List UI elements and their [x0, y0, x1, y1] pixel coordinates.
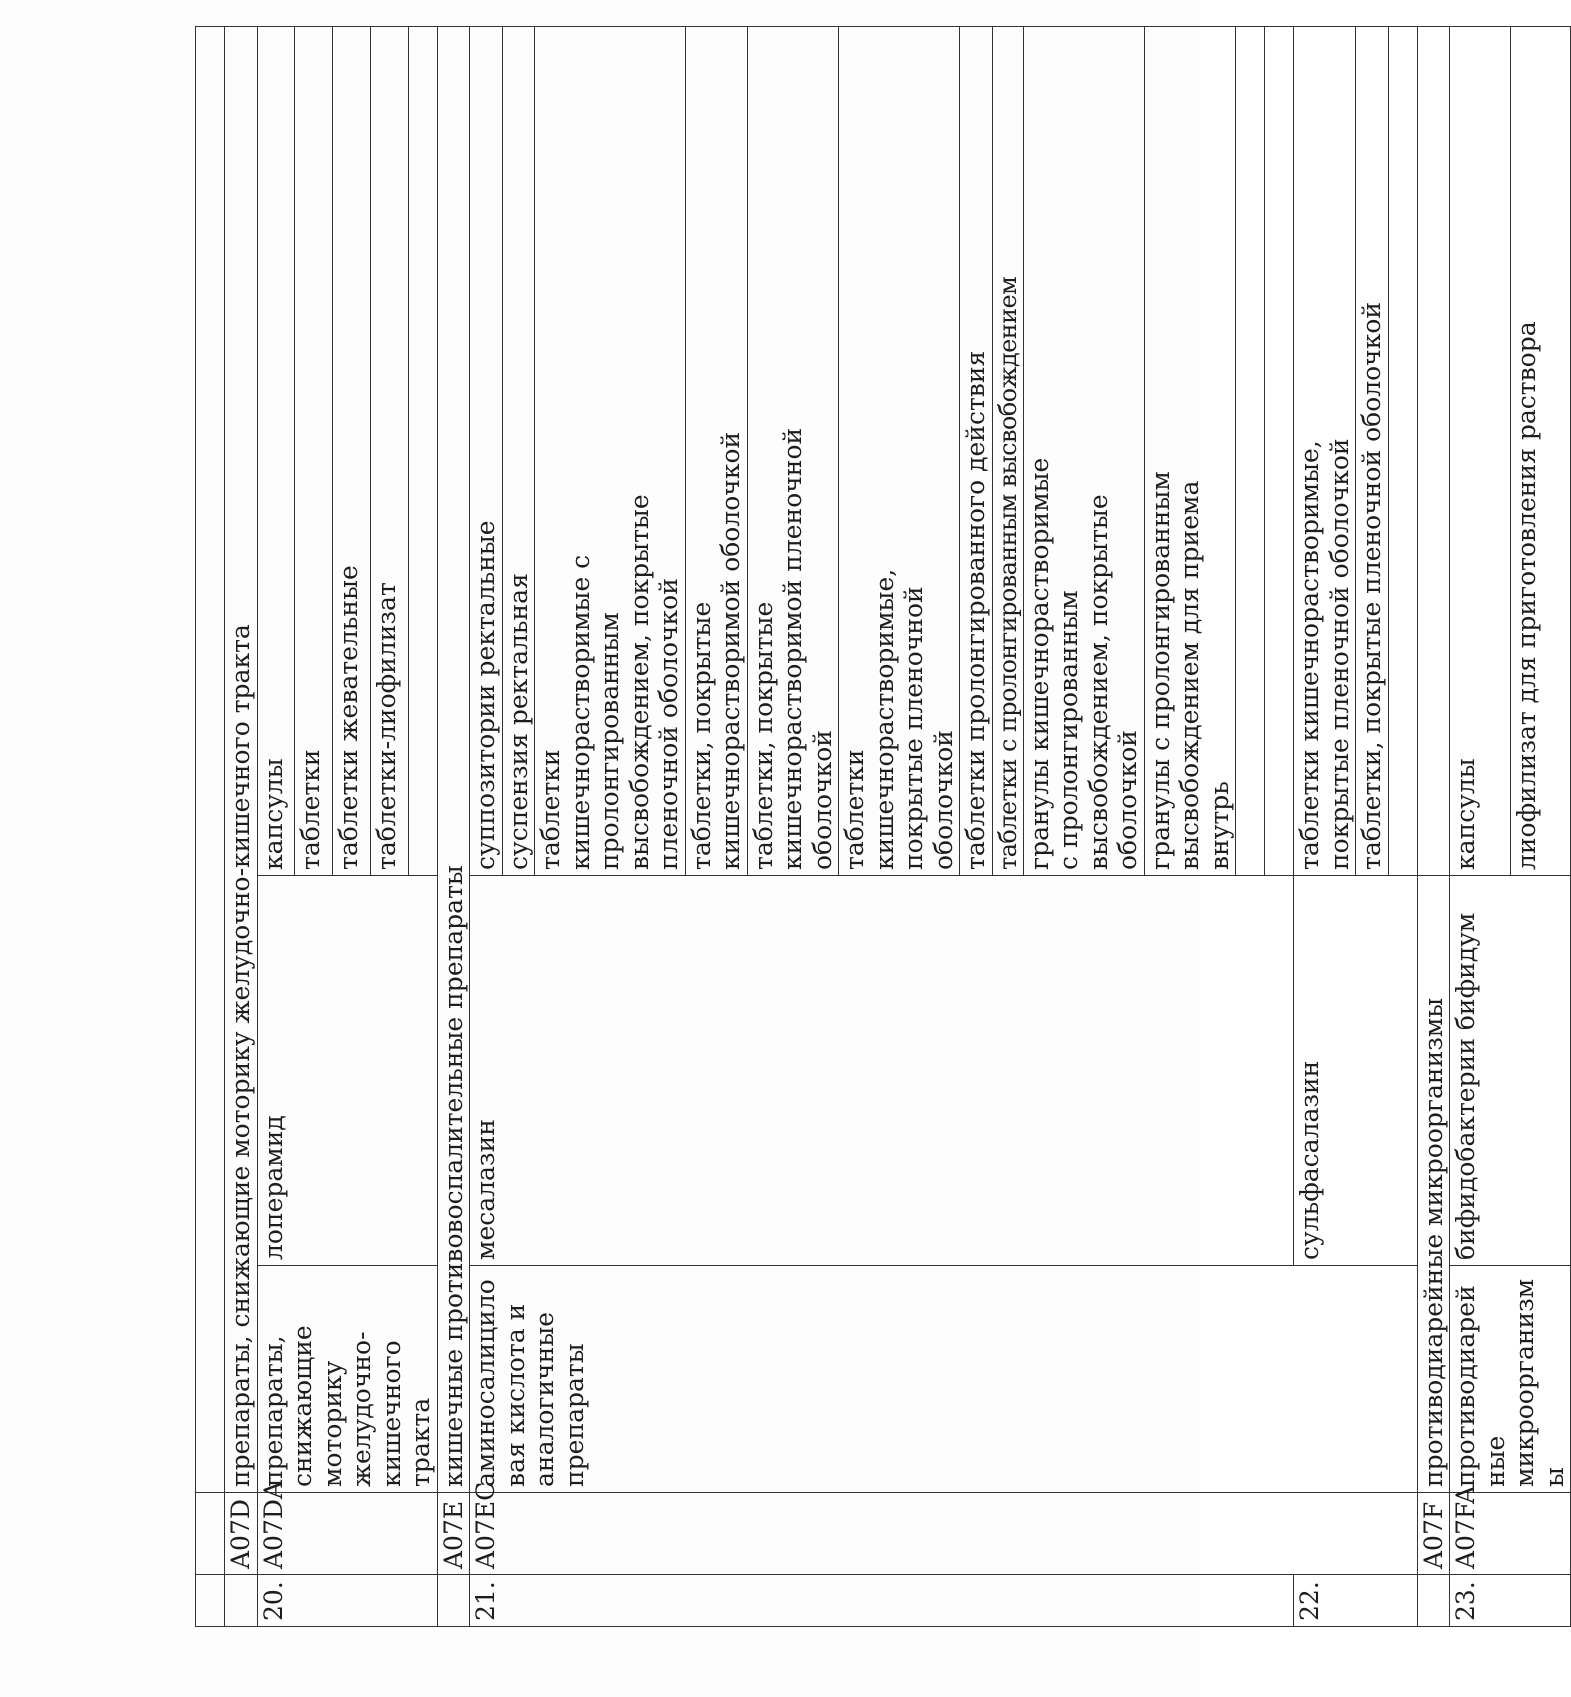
atc-group: противодиарейные микроорганизмы [1450, 1266, 1571, 1493]
dosage-form: таблетки с пролонгированным высвобождением [992, 26, 1023, 875]
group-title: кишечные противовоспалительные препараты [437, 26, 470, 1492]
table-cell [196, 1575, 225, 1627]
drug-name: лоперамид [257, 876, 437, 1266]
dosage-form [747, 26, 839, 875]
atc-group: аминосалициловая кислота и аналогичные препараты [470, 1266, 1418, 1493]
atc-code: A07FA [1450, 1493, 1571, 1575]
dosage-form [1144, 26, 1236, 875]
table-cell [196, 1493, 225, 1575]
dosage-form: таблетки пролонгированного действия [960, 26, 993, 875]
dosage-form: капсулы [1450, 26, 1511, 875]
atc-code: A07F [1417, 1493, 1450, 1575]
atc-code: A07DA [257, 1493, 437, 1575]
table-cell [196, 26, 225, 1492]
table-row [437, 26, 470, 1626]
table-row [470, 26, 503, 1626]
dosage-form-text: гранулы с пролонгированным высвобождением для приема внутрь [1145, 471, 1234, 870]
group-title: противодиарейные микроорганизмы [1417, 876, 1450, 1493]
dosage-form [1023, 26, 1144, 875]
dosage-form-text: гранулы кишечнорастворимые с пролонгированным высвобождением, покрытые оболочкой [1024, 457, 1143, 870]
table-row [225, 26, 258, 1626]
dosage-form: таблетки [295, 26, 333, 875]
table-row [1417, 26, 1450, 1626]
table-cell [408, 26, 437, 875]
row-number [1417, 1575, 1450, 1627]
dosage-form [685, 26, 747, 875]
table-row [1450, 26, 1511, 1626]
dosage-form: суппозитории ректальные [470, 26, 503, 875]
row-number: 22. [1294, 1575, 1418, 1627]
dosage-form [839, 26, 960, 875]
drug-table [195, 26, 1571, 1627]
row-number: 23. [1450, 1575, 1571, 1627]
atc-code: A07E [437, 1493, 470, 1575]
row-number: 21. [470, 1575, 1294, 1627]
dosage-form-text: таблетки кишечнорастворимые с пролонгированным высвобождением, покрытые пленочной оболочкой [536, 494, 683, 870]
row-number: 20. [257, 1575, 437, 1627]
rotated-document [195, 27, 1569, 1627]
group-title: препараты, снижающие моторику желудочно-кишечного тракта [225, 26, 258, 1492]
dosage-form-text: таблетки, покрытые кишечнорастворимой пленочной оболочкой [748, 427, 837, 870]
table-cell [1388, 26, 1417, 875]
row-number [225, 1575, 258, 1627]
dosage-form: таблетки-лиофилизат [370, 26, 408, 875]
dosage-form [1294, 26, 1356, 875]
table-cell [1265, 26, 1294, 875]
dosage-form: капсулы [257, 26, 295, 875]
dosage-form: таблетки, покрытые пленочной оболочкой [1356, 26, 1389, 875]
drug-name: месалазин [470, 876, 1294, 1266]
atc-group: препараты, снижающие моторику желудочно-кишечного тракта [257, 1266, 437, 1493]
dosage-form-text: таблетки кишечнорастворимые, покрытые пленочной оболочкой [1295, 438, 1354, 870]
row-number [437, 1575, 470, 1627]
drug-name: сульфасалазин [1294, 876, 1418, 1266]
table-cell [1236, 26, 1265, 875]
dosage-form-text: таблетки, покрытые кишечнорастворимой оболочкой [686, 431, 745, 870]
table-row [257, 26, 295, 1626]
table-row [196, 26, 225, 1626]
drug-name: бифидобактерии бифидум [1450, 876, 1571, 1266]
dosage-form-text: таблетки кишечнорастворимые, покрытые пленочной оболочкой [840, 568, 958, 870]
atc-code: A07D [225, 1493, 258, 1575]
dosage-form: лиофилизат для приготовления раствора [1510, 26, 1571, 875]
atc-code: A07EC [470, 1493, 1418, 1575]
table-cell [1417, 26, 1450, 875]
dosage-form [535, 26, 686, 875]
dosage-form: таблетки жевательные [333, 26, 371, 875]
dosage-form: суспензия ректальная [502, 26, 535, 875]
